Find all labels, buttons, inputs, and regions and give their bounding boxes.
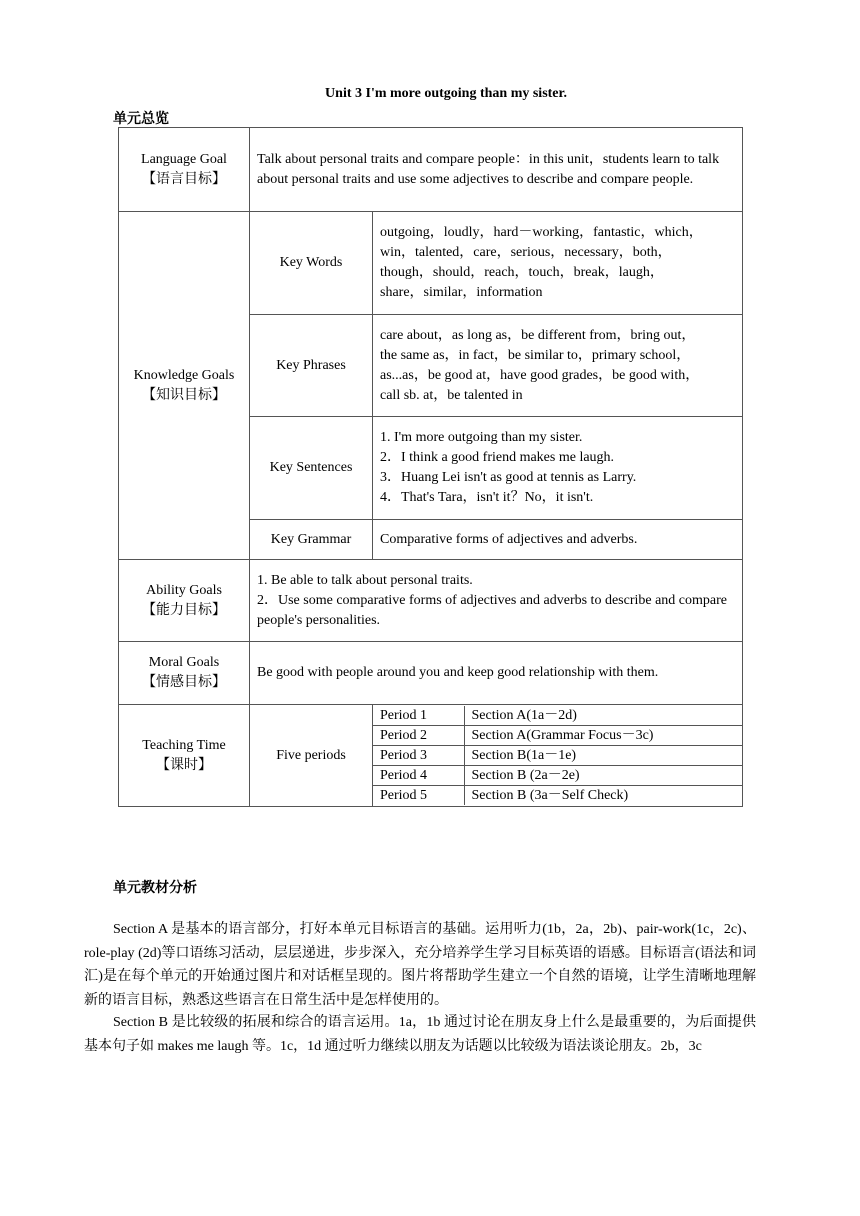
key-grammar-content: Comparative forms of adjectives and adverbs. — [373, 520, 743, 560]
period-row — [373, 706, 742, 726]
ability-goals-label-cell — [119, 560, 250, 642]
moral-goals-label-cn: 【情感目标】 — [142, 675, 226, 690]
knowledge-goals-label-cell — [119, 212, 250, 560]
key-sentence: 1. I'm more outgoing than my sister. — [380, 430, 583, 445]
period-label: Period 1 — [373, 706, 464, 726]
key-sentences-content — [373, 417, 743, 520]
key-words-line: outgoing，loudly，hard－working，fantastic，which， — [380, 225, 703, 240]
key-words-line: win，talented，care，serious，necessary，both， — [380, 245, 672, 260]
key-words-row — [119, 212, 743, 315]
language-goal-label-cn: 【语言目标】 — [142, 171, 226, 187]
key-phrases-line: care about，as long as，be different from，bring out， — [380, 327, 696, 343]
moral-goals-content: Be good with people around you and keep good relationship with them. — [250, 642, 743, 705]
ability-goal-item: 2．Use some comparative forms of adjectives and adverbs to describe and compare people's personalities. — [257, 592, 727, 628]
key-words-line: share，similar，information — [380, 285, 543, 300]
ability-goals-row — [119, 560, 743, 642]
moral-goals-label: Moral Goals — [148, 655, 220, 670]
key-sentences-label: Key Sentences — [250, 417, 373, 520]
language-goal-label: Language Goal — [141, 151, 227, 167]
teaching-time-row — [119, 705, 743, 807]
key-sentence: 4．That's Tara，isn't it？No，it isn't. — [380, 490, 594, 505]
knowledge-goals-label: Knowledge Goals — [133, 367, 235, 383]
period-row — [373, 766, 742, 786]
analysis-paragraph: Section B 是比较级的拓展和综合的语言运用。1a，1b 通过讨论在朋友身上什么是最重要的，为后面提供基本句子如 makes me laugh 等。1c，1d 通过听力继续以朋友为话题以比较级为语法谈论朋友。2b，3c — [84, 1015, 756, 1054]
knowledge-goals-label-cn: 【知识目标】 — [142, 387, 226, 403]
key-words-label: Key Words — [250, 212, 373, 315]
ability-goals-content — [250, 560, 743, 642]
teaching-time-label-cn: 【课时】 — [156, 757, 212, 773]
moral-goals-row — [119, 642, 743, 705]
ability-goals-label-cn: 【能力目标】 — [142, 602, 226, 618]
key-words-line: though，should，reach，touch，break，laugh， — [380, 265, 664, 280]
key-phrases-label: Key Phrases — [250, 315, 373, 417]
key-words-content — [373, 212, 743, 315]
period-row — [373, 786, 742, 806]
language-goal-row — [119, 128, 743, 212]
unit-overview-table — [118, 127, 743, 807]
period-label: Period 5 — [373, 786, 464, 806]
teaching-time-summary: Five periods — [250, 705, 373, 807]
period-label: Period 2 — [373, 726, 464, 746]
key-grammar-label: Key Grammar — [250, 520, 373, 560]
teaching-time-label: Teaching Time — [142, 737, 226, 753]
period-section: Section B(1a－1e) — [464, 746, 742, 766]
period-section: Section A(1a－2d) — [464, 706, 742, 726]
teaching-time-label-cell — [119, 705, 250, 807]
key-phrases-line: the same as，in fact，be similar to，primary school， — [380, 347, 691, 363]
key-phrases-content — [373, 315, 743, 417]
key-phrases-line: as...as，be good at，have good grades，be good with， — [380, 367, 700, 383]
period-row — [373, 746, 742, 766]
analysis-heading: 单元教材分析 — [113, 881, 197, 896]
unit-title: Unit 3 I'm more outgoing than my sister. — [325, 86, 567, 101]
period-label: Period 4 — [373, 766, 464, 786]
key-phrases-line: call sb. at，be talented in — [380, 387, 523, 403]
language-goal-label-cell — [119, 128, 250, 212]
ability-goal-item: 1. Be able to talk about personal traits. — [257, 572, 473, 588]
period-section: Section A(Grammar Focus－3c) — [464, 726, 742, 746]
key-sentence: 3．Huang Lei isn't as good at tennis as Larry. — [380, 470, 637, 485]
language-goal-content: Talk about personal traits and compare people：in this unit，students learn to talk about personal traits and use some adjectives to describe and compare people. — [250, 128, 743, 212]
period-section: Section B (3a－Self Check) — [464, 786, 742, 806]
period-row — [373, 726, 742, 746]
period-section: Section B (2a－2e) — [464, 766, 742, 786]
periods-cell — [373, 705, 743, 807]
ability-goals-label: Ability Goals — [146, 582, 222, 598]
key-sentence: 2．I think a good friend makes me laugh. — [380, 450, 615, 465]
analysis-paragraph: Section A 是基本的语言部分，打好本单元目标语言的基础。运用听力(1b，2a，2b)、pair-work(1c，2c)、role-play (2d)等口语练习活动，层层递进，步步深入，充分培养学生学习目标英语的语感。目标语言(语法和词汇)是在每个单元的开始通过图片和对话框呈现的。图片将帮助学生建立一个自然的语境，让学生清晰地理解新的语言目标，熟悉这些语言在日常生活中是怎样使用的。 — [84, 922, 756, 1008]
periods-table — [373, 706, 742, 805]
period-label: Period 3 — [373, 746, 464, 766]
overview-heading: 单元总览 — [113, 112, 169, 127]
moral-goals-label-cell — [119, 642, 250, 705]
